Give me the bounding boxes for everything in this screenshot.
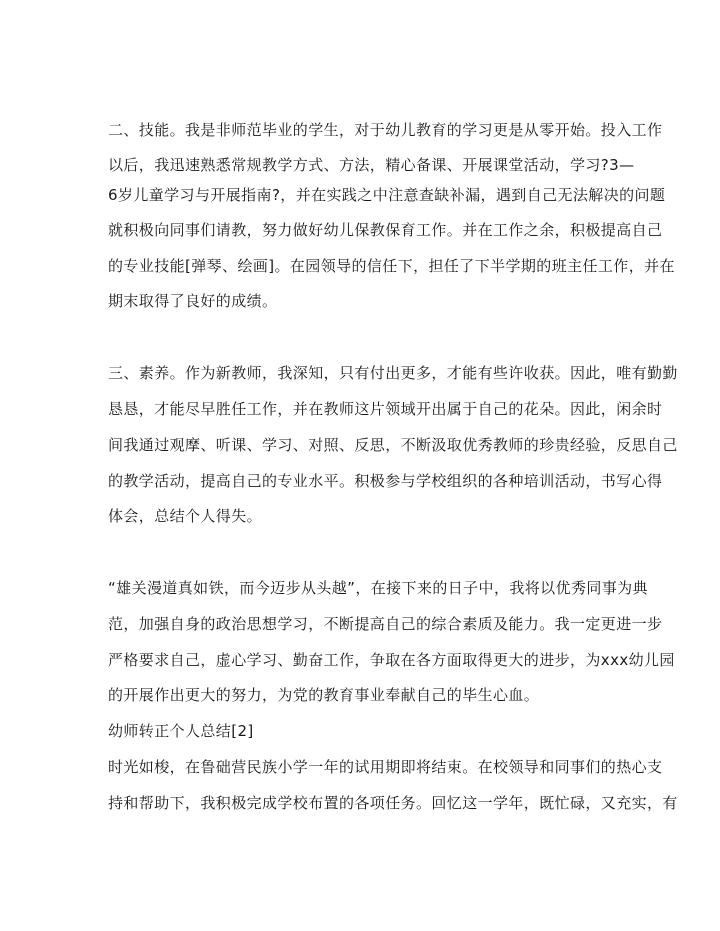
text-line: 严格要求自己，虚心学习、勤奋工作，争取在各方面取得更大的进步，为xxx幼儿园 xyxy=(108,651,675,669)
text-line: 三、素养。作为新教师，我深知，只有付出更多，才能有些许收获。因此，唯有勤勤 xyxy=(108,364,678,382)
text-line: 时光如梭，在鲁础营民族小学一年的试用期即将结束。在校领导和同事们的热心支 xyxy=(108,758,663,776)
text-line: 6岁儿童学习与开展指南?，并在实践之中注意查缺补漏，遇到自己无法解决的问题 xyxy=(108,186,666,204)
text-line: 的教学活动，提高自己的专业水平。积极参与学校组织的各种培训活动，书写心得 xyxy=(108,472,663,490)
text-line: 以后，我迅速熟悉常规教学方式、方法，精心备课、开展课堂活动，学习?3— xyxy=(108,156,635,174)
text-line: 的专业技能[弹琴、绘画]。在园领导的信任下，担任了下半学期的班主任工作，并在 xyxy=(108,257,675,275)
text-line: 期末取得了良好的成绩。 xyxy=(108,292,278,310)
text-line: 恳恳，才能尽早胜任工作，并在教师这片领域开出属于自己的花朵。因此，闲余时 xyxy=(108,400,663,418)
text-line: 的开展作出更大的努力，为党的教育事业奉献自己的毕生心血。 xyxy=(108,686,540,704)
text-line: “雄关漫道真如铁，而今迈步从头越”，在接下来的日子中，我将以优秀同事为典 xyxy=(108,579,648,597)
text-line: 体会，总结个人得失。 xyxy=(108,507,263,525)
text-line: 就积极向同事们请教，努力做好幼儿保教保育工作。并在工作之余，积极提高自己 xyxy=(108,221,663,239)
text-line: 持和帮助下，我积极完成学校布置的各项任务。回忆这一学年，既忙碌，又充实，有 xyxy=(108,794,678,812)
text-line: 二、技能。我是非师范毕业的学生，对于幼儿教育的学习更是从零开始。投入工作 xyxy=(108,121,663,139)
text-line: 间我通过观摩、听课、学习、对照、反思，不断汲取优秀教师的珍贵经验，反思自己 xyxy=(108,436,678,454)
text-line: 范，加强自身的政治思想学习，不断提高自己的综合素质及能力。我一定更进一步 xyxy=(108,615,663,633)
section-heading: 幼师转正个人总结[2] xyxy=(108,722,254,740)
